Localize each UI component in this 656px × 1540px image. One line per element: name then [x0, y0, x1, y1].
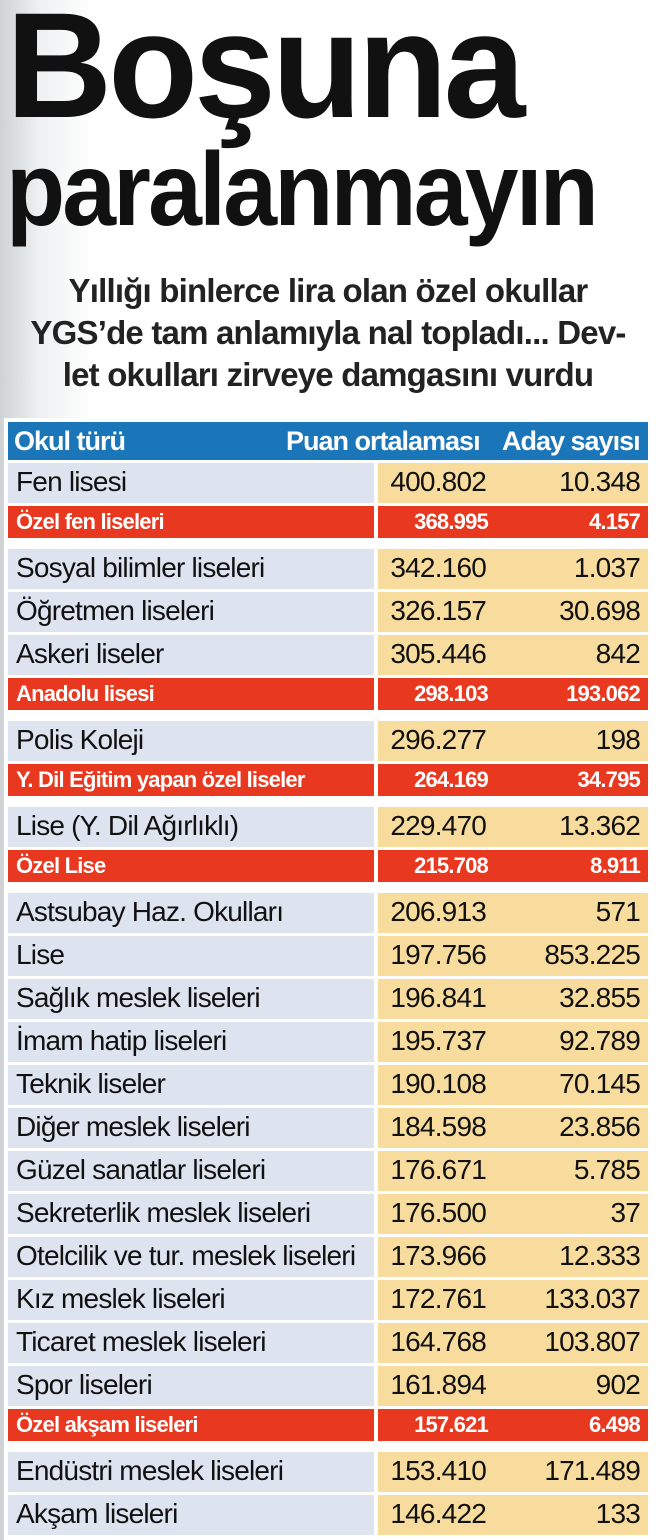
average-score-cell: 184.598 — [378, 1108, 492, 1148]
table-row — [8, 506, 648, 541]
table-row — [8, 1409, 648, 1444]
school-type-cell: Otelcilik ve tur. meslek liseleri — [8, 1237, 374, 1277]
average-score-cell: 368.995 — [378, 506, 494, 538]
average-score-cell: 190.108 — [378, 1065, 492, 1105]
subheadline-line: YGS’de tam anlamıyla nal topladı... Dev- — [30, 314, 626, 351]
table-row — [8, 549, 648, 592]
school-type-cell: Kız meslek liseleri — [8, 1280, 374, 1320]
headline-line-2: paralanmayın — [6, 132, 597, 248]
candidate-count-cell: 133.037 — [492, 1280, 648, 1320]
school-type-cell: Teknik liseler — [8, 1065, 374, 1105]
table-row — [8, 850, 648, 885]
candidate-count-cell: 571 — [492, 893, 648, 933]
candidate-count-cell: 4.157 — [492, 506, 648, 538]
table-row — [8, 936, 648, 979]
average-score-cell: 206.913 — [378, 893, 492, 933]
school-scores-table — [4, 418, 652, 1540]
average-score-cell: 326.157 — [378, 592, 492, 632]
candidate-count-cell: 32.855 — [492, 979, 648, 1019]
school-type-cell: İmam hatip liseleri — [8, 1022, 374, 1062]
candidate-count-cell: 13.362 — [492, 807, 648, 847]
school-type-cell: Öğretmen liseleri — [8, 592, 374, 632]
candidate-count-cell: 12.333 — [492, 1237, 648, 1277]
school-type-cell: Özel fen liseleri — [8, 506, 374, 538]
average-score-cell: 197.756 — [378, 936, 492, 976]
candidate-count-cell: 70.145 — [492, 1065, 648, 1105]
table-row — [8, 979, 648, 1022]
candidate-count-cell: 133 — [492, 1495, 648, 1535]
average-score-cell: 172.761 — [378, 1280, 492, 1320]
school-type-cell: Güzel sanatlar liseleri — [8, 1151, 374, 1191]
candidate-count-cell: 842 — [492, 635, 648, 675]
average-score-cell: 161.894 — [378, 1366, 492, 1406]
header-candidate-count: Aday sayısı — [502, 426, 640, 456]
average-score-cell: 296.277 — [378, 721, 492, 761]
school-type-cell: Askeri liseler — [8, 635, 374, 675]
table-row — [8, 1065, 648, 1108]
candidate-count-cell: 8.911 — [492, 850, 648, 882]
table-row — [8, 1151, 648, 1194]
table-row — [8, 893, 648, 936]
average-score-cell: 215.708 — [378, 850, 494, 882]
table-row — [8, 764, 648, 799]
average-score-cell: 146.422 — [378, 1495, 492, 1535]
candidate-count-cell: 198 — [492, 721, 648, 761]
school-type-cell: Sekreterlik meslek liseleri — [8, 1194, 374, 1234]
header-school-type: Okul türü — [14, 426, 125, 456]
table-row — [8, 1194, 648, 1237]
candidate-count-cell: 1.037 — [492, 549, 648, 589]
school-type-cell: Astsubay Haz. Okulları — [8, 893, 374, 933]
table-row — [8, 1108, 648, 1151]
average-score-cell: 305.446 — [378, 635, 492, 675]
candidate-count-cell: 10.348 — [492, 463, 648, 503]
table-row — [8, 1366, 648, 1409]
table-header — [8, 422, 648, 460]
school-type-cell: Y. Dil Eğitim yapan özel liseler — [8, 764, 374, 796]
table-row — [8, 721, 648, 764]
school-type-cell: Anadolu lisesi — [8, 678, 374, 710]
table-row — [8, 463, 648, 506]
subheadline-line: let okulları zirveye damgasını vurdu — [62, 356, 594, 393]
candidate-count-cell: 34.795 — [492, 764, 648, 796]
average-score-cell: 400.802 — [378, 463, 492, 503]
candidate-count-cell: 171.489 — [492, 1452, 648, 1492]
school-type-cell: Fen lisesi — [8, 463, 374, 503]
average-score-cell: 164.768 — [378, 1323, 492, 1363]
average-score-cell: 229.470 — [378, 807, 492, 847]
table-row — [8, 678, 648, 713]
table-row — [8, 1280, 648, 1323]
average-score-cell: 195.737 — [378, 1022, 492, 1062]
candidate-count-cell: 902 — [492, 1366, 648, 1406]
candidate-count-cell: 37 — [492, 1194, 648, 1234]
average-score-cell: 176.671 — [378, 1151, 492, 1191]
school-type-cell: Endüstri meslek liseleri — [8, 1452, 374, 1492]
average-score-cell: 153.410 — [378, 1452, 492, 1492]
school-type-cell: Sağlık meslek liseleri — [8, 979, 374, 1019]
subheadline — [0, 270, 656, 396]
average-score-cell: 176.500 — [378, 1194, 492, 1234]
school-type-cell: Diğer meslek liseleri — [8, 1108, 374, 1148]
school-type-cell: Sosyal bilimler liseleri — [8, 549, 374, 589]
school-type-cell: Lise (Y. Dil Ağırlıklı) — [8, 807, 374, 847]
table-row — [8, 635, 648, 678]
average-score-cell: 157.621 — [378, 1409, 494, 1441]
school-type-cell: Lise — [8, 936, 374, 976]
average-score-cell: 298.103 — [378, 678, 494, 710]
candidate-count-cell: 103.807 — [492, 1323, 648, 1363]
candidate-count-cell: 23.856 — [492, 1108, 648, 1148]
candidate-count-cell: 92.789 — [492, 1022, 648, 1062]
table-row — [8, 807, 648, 850]
candidate-count-cell: 5.785 — [492, 1151, 648, 1191]
table-row — [8, 1323, 648, 1366]
subheadline-line: Yıllığı binlerce lira olan özel okullar — [68, 272, 588, 309]
school-type-cell: Akşam liseleri — [8, 1495, 374, 1535]
headline-line-1: Boşuna — [6, 0, 522, 149]
school-type-cell: Polis Koleji — [8, 721, 374, 761]
table-row — [8, 1452, 648, 1495]
school-type-cell: Özel akşam liseleri — [8, 1409, 374, 1441]
table-row — [8, 1022, 648, 1065]
average-score-cell: 264.169 — [378, 764, 494, 796]
candidate-count-cell: 6.498 — [492, 1409, 648, 1441]
school-type-cell: Ticaret meslek liseleri — [8, 1323, 374, 1363]
table-row — [8, 1495, 648, 1538]
table-row — [8, 1237, 648, 1280]
candidate-count-cell: 193.062 — [492, 678, 648, 710]
average-score-cell: 173.966 — [378, 1237, 492, 1277]
candidate-count-cell: 853.225 — [492, 936, 648, 976]
average-score-cell: 342.160 — [378, 549, 492, 589]
average-score-cell: 196.841 — [378, 979, 492, 1019]
candidate-count-cell: 30.698 — [492, 592, 648, 632]
header-average-score: Puan ortalaması — [286, 426, 480, 456]
table-row — [8, 592, 648, 635]
school-type-cell: Özel Lise — [8, 850, 374, 882]
school-type-cell: Spor liseleri — [8, 1366, 374, 1406]
